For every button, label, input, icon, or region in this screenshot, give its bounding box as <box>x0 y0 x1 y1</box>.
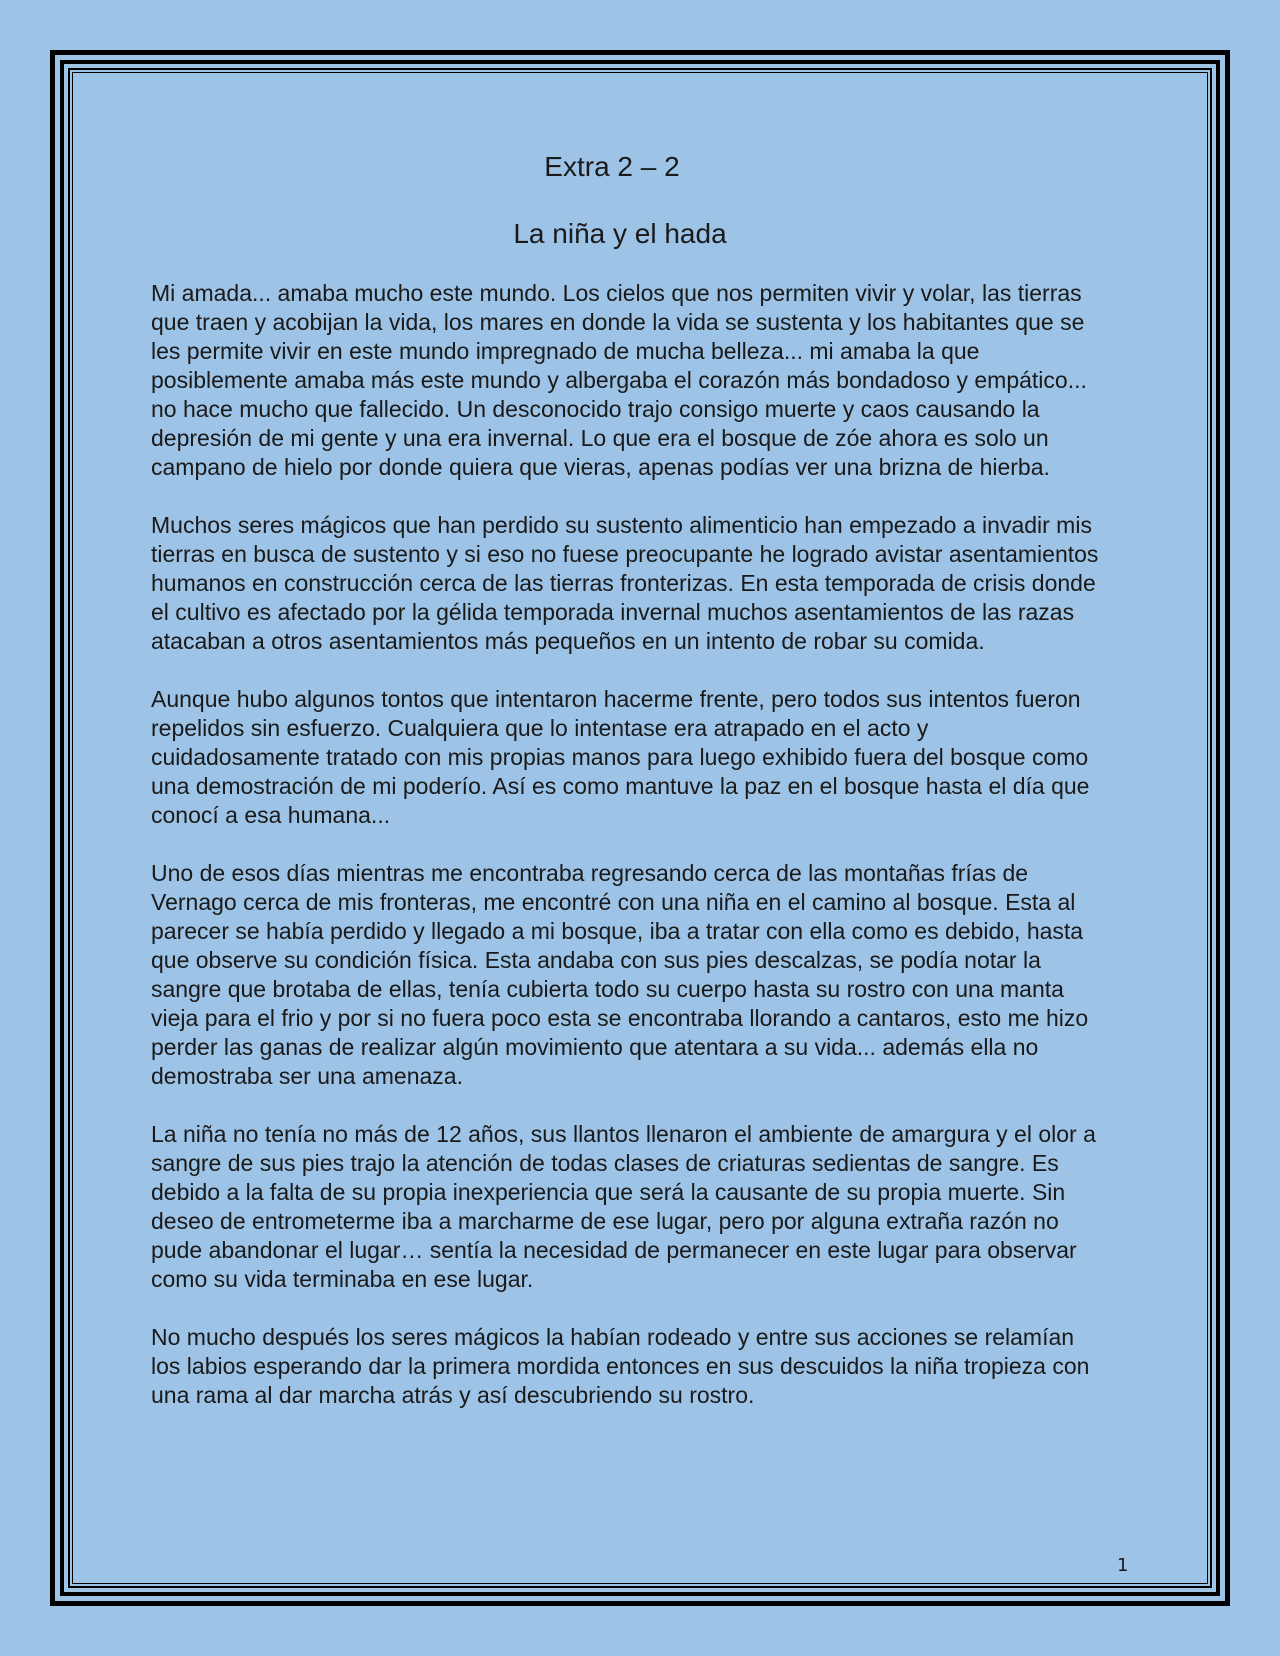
paragraph: Muchos seres mágicos que han perdido su sustento alimenticio han empezado a invadir mis tierras en busca de sustento y si eso no fuese preocupante he logrado avistar asentamientos humanos en construcción cerca de las tierras fronterizas. En esta temporada de crisis donde el cultivo es afectado por la gélida temporada invernal muchos asentamientos de las razas atacaban a otros asentamientos más pequeños en un intento de robar su comida. <box>151 512 1099 654</box>
chapter-title: Extra 2 – 2 <box>544 151 680 182</box>
document-body <box>151 279 1101 1439</box>
page-number: 1 <box>1117 1555 1129 1576</box>
paragraph: Aunque hubo algunos tontos que intentaron hacerme frente, pero todos sus intentos fueron repelidos sin esfuerzo. Cualquiera que lo intentase era atrapado en el acto y cuidadosamente tratado con mis propias manos para luego exhibido fuera del bosque como una demostración de mi poderío. Así es como mantuve la paz en el bosque hasta el día que conocí a esa humana... <box>151 686 1090 828</box>
paragraph: No mucho después los seres mágicos la habían rodeado y entre sus acciones se relamían los labios esperando dar la primera mordida entonces en sus descuidos la niña tropieza con una rama al dar marcha atrás y así descubriendo su rostro. <box>151 1324 1090 1408</box>
paragraph: Mi amada... amaba mucho este mundo. Los cielos que nos permiten vivir y volar, las tierras que traen y acobijan la vida, los mares en donde la vida se sustenta y los habitantes que se les permite vivir en este mundo impregnado de mucha belleza... mi amaba la que posiblemente amaba más este mundo y albergaba el corazón más bondadoso y empático... no hace mucho que fallecido. Un desconocido trajo consigo muerte y caos causando la depresión de mi gente y una era invernal. Lo que era el bosque de zóe ahora es solo un campano de hielo por donde quiera que vieras, apenas podías ver una brizna de hierba. <box>151 280 1087 480</box>
paragraph: La niña no tenía no más de 12 años, sus llantos llenaron el ambiente de amargura y el olor a sangre de sus pies trajo la atención de todas clases de criaturas sedientas de sangre. Es debido a la falta de su propia inexperiencia que será la causante de su propia muerte. Sin deseo de entrometerme iba a marcharme de ese lugar, pero por alguna extraña razón no pude abandonar el lugar… sentía la necesidad de permanecer en este lugar para observar como su vida terminaba en ese lugar. <box>151 1121 1096 1292</box>
paragraph: Uno de esos días mientras me encontraba regresando cerca de las montañas frías de Vernago cerca de mis fronteras, me encontré con una niña en el camino al bosque. Esta al parecer se había perdido y llegado a mi bosque, iba a tratar con ella como es debido, hasta que observe su condición física. Esta andaba con sus pies descalzas, se podía notar la sangre que brotaba de ellas, tenía cubierta todo su cuerpo hasta su rostro con una manta vieja para el frio y por si no fuera poco esta se encontraba llorando a cantaros, esto me hizo perder las ganas de realizar algún movimiento que atentara a su vida... además ella no demostraba ser una amenaza. <box>151 860 1089 1089</box>
chapter-subtitle: La niña y el hada <box>513 218 727 249</box>
